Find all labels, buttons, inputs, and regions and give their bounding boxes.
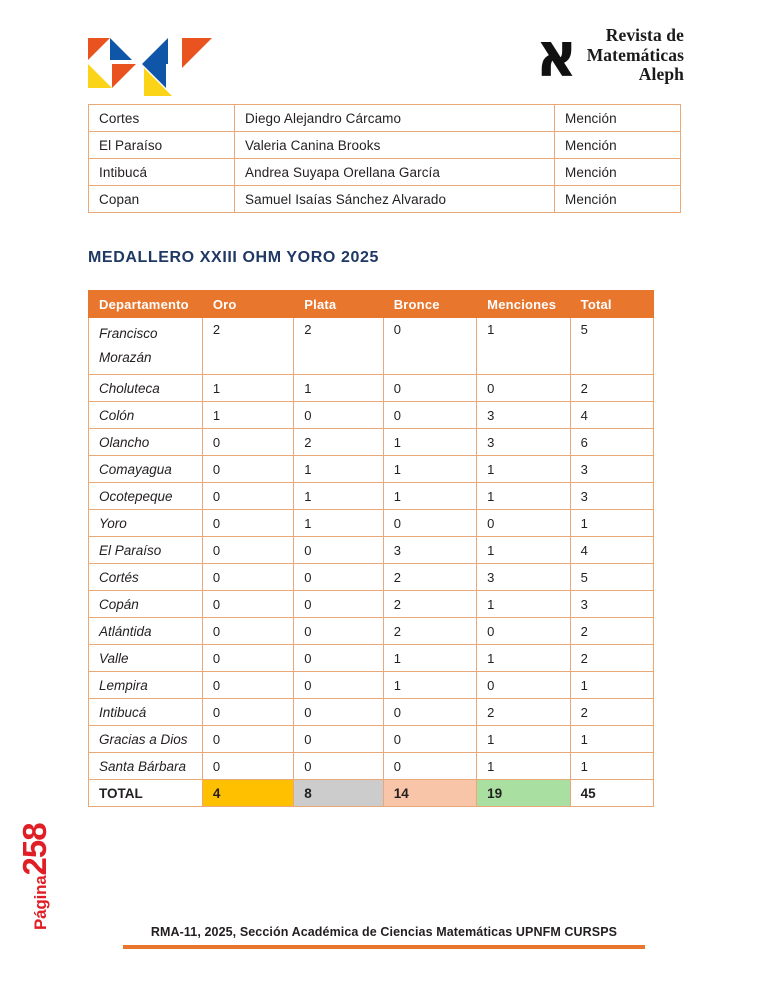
column-header: Plata	[294, 291, 383, 318]
cell-bronce: 1	[383, 483, 476, 510]
cell-departamento: Francisco Morazán	[89, 318, 203, 375]
cell-departamento: Comayagua	[89, 456, 203, 483]
table-row	[89, 618, 654, 645]
cell-total: 2	[570, 375, 653, 402]
cell-total-oro: 4	[202, 780, 293, 807]
cell-menciones: 1	[477, 645, 570, 672]
table-row	[89, 375, 654, 402]
cell-oro: 0	[202, 564, 293, 591]
cell-menciones: 3	[477, 402, 570, 429]
cell-plata: 0	[294, 402, 383, 429]
journal-title	[587, 26, 684, 85]
cell-total: 5	[570, 564, 653, 591]
cell-menciones: 1	[477, 726, 570, 753]
cell-menciones: 2	[477, 699, 570, 726]
cell-bronce: 1	[383, 645, 476, 672]
column-header: Bronce	[383, 291, 476, 318]
table-row	[89, 159, 681, 186]
cell-plata: 1	[294, 375, 383, 402]
cell-total: 1	[570, 510, 653, 537]
aleph-icon: א	[535, 18, 577, 92]
cell-plata: 2	[294, 429, 383, 456]
cell-plata: 0	[294, 672, 383, 699]
cell-oro: 0	[202, 726, 293, 753]
cell-bronce: 3	[383, 537, 476, 564]
cell-bronce: 0	[383, 726, 476, 753]
cell-oro: 0	[202, 429, 293, 456]
footer-citation: RMA-11, 2025, Sección Académica de Ciencias Matemáticas UPNFM CURSPS	[150, 925, 618, 939]
cell-total-menciones: 19	[477, 780, 570, 807]
mention-departamento: Copan	[89, 186, 235, 213]
journal-logo	[534, 18, 684, 92]
table-row	[89, 753, 654, 780]
cell-plata: 1	[294, 483, 383, 510]
cell-menciones: 0	[477, 510, 570, 537]
cell-total: 1	[570, 753, 653, 780]
table-header-row	[89, 291, 654, 318]
mention-premio: Mención	[555, 132, 681, 159]
cell-oro: 0	[202, 753, 293, 780]
table-row	[89, 591, 654, 618]
cell-departamento: Gracias a Dios	[89, 726, 203, 753]
cell-plata: 0	[294, 618, 383, 645]
column-header: Oro	[202, 291, 293, 318]
cell-bronce: 0	[383, 375, 476, 402]
cell-total: 6	[570, 429, 653, 456]
mention-premio: Mención	[555, 105, 681, 132]
cell-total: 1	[570, 672, 653, 699]
cell-departamento: Valle	[89, 645, 203, 672]
journal-title-line3: Aleph	[638, 64, 684, 84]
footer-divider	[123, 945, 645, 949]
table-row	[89, 132, 681, 159]
cell-bronce: 0	[383, 318, 476, 375]
cell-total: 5	[570, 318, 653, 375]
cell-plata: 1	[294, 456, 383, 483]
cell-oro: 1	[202, 375, 293, 402]
cell-plata: 2	[294, 318, 383, 375]
cell-plata: 0	[294, 753, 383, 780]
logo-triangle-yellow-1	[88, 64, 112, 88]
logo-triangle-yellow-2	[144, 68, 172, 96]
medallero-table	[88, 290, 654, 807]
cell-bronce: 1	[383, 429, 476, 456]
cell-menciones: 1	[477, 318, 570, 375]
cell-plata: 0	[294, 699, 383, 726]
table-row	[89, 402, 654, 429]
page-footer	[0, 925, 768, 949]
mention-departamento: Cortes	[89, 105, 235, 132]
table-row	[89, 564, 654, 591]
cell-oro: 0	[202, 456, 293, 483]
cell-total: 2	[570, 645, 653, 672]
logo-triangle-orange-1	[88, 38, 110, 60]
cell-total-bronce: 14	[383, 780, 476, 807]
journal-title-line1: Revista de	[605, 25, 684, 45]
cell-oro: 0	[202, 645, 293, 672]
table-row	[89, 510, 654, 537]
total-row	[89, 780, 654, 807]
cell-departamento: Intibucá	[89, 699, 203, 726]
cell-oro: 0	[202, 672, 293, 699]
page-number-label: Página	[31, 875, 50, 930]
cell-oro: 0	[202, 510, 293, 537]
page-header	[0, 0, 768, 100]
cell-total: 3	[570, 591, 653, 618]
logo-triangle-blue-1	[110, 38, 132, 60]
cell-plata: 0	[294, 564, 383, 591]
table-row	[89, 456, 654, 483]
cell-total: 3	[570, 456, 653, 483]
mention-nombre: Diego Alejandro Cárcamo	[235, 105, 555, 132]
column-header: Menciones	[477, 291, 570, 318]
cell-menciones: 0	[477, 618, 570, 645]
cell-total: 2	[570, 699, 653, 726]
cell-departamento: Choluteca	[89, 375, 203, 402]
mention-departamento: Intibucá	[89, 159, 235, 186]
cell-total: 2	[570, 618, 653, 645]
mention-premio: Mención	[555, 186, 681, 213]
table-row	[89, 645, 654, 672]
table-row	[89, 429, 654, 456]
cell-departamento: Atlántida	[89, 618, 203, 645]
mention-premio: Mención	[555, 159, 681, 186]
mention-departamento: El Paraíso	[89, 132, 235, 159]
logo-triangle-orange-2	[112, 64, 136, 88]
logo-triangle-orange-3	[182, 38, 212, 68]
cell-departamento: Lempira	[89, 672, 203, 699]
cell-menciones: 1	[477, 537, 570, 564]
mention-nombre: Valeria Canina Brooks	[235, 132, 555, 159]
table-row	[89, 105, 681, 132]
cell-bronce: 0	[383, 753, 476, 780]
table-row	[89, 537, 654, 564]
cell-departamento: Cortés	[89, 564, 203, 591]
column-header: Departamento	[89, 291, 203, 318]
cell-departamento: Olancho	[89, 429, 203, 456]
cell-departamento: Copán	[89, 591, 203, 618]
cell-menciones: 1	[477, 483, 570, 510]
mention-nombre: Samuel Isaías Sánchez Alvarado	[235, 186, 555, 213]
table-row	[89, 726, 654, 753]
cell-bronce: 2	[383, 618, 476, 645]
cell-total: 4	[570, 537, 653, 564]
table-row	[89, 672, 654, 699]
cell-bronce: 1	[383, 456, 476, 483]
cell-menciones: 3	[477, 429, 570, 456]
cell-bronce: 0	[383, 402, 476, 429]
cell-total-plata: 8	[294, 780, 383, 807]
cell-plata: 1	[294, 510, 383, 537]
cell-bronce: 1	[383, 672, 476, 699]
cell-total: 4	[570, 402, 653, 429]
cell-menciones: 1	[477, 753, 570, 780]
cell-total-label: TOTAL	[89, 780, 203, 807]
table-row	[89, 318, 654, 375]
cell-departamento: Santa Bárbara	[89, 753, 203, 780]
cell-oro: 0	[202, 483, 293, 510]
column-header: Total	[570, 291, 653, 318]
logo-triangle-blue-2	[142, 38, 168, 64]
mention-nombre: Andrea Suyapa Orellana García	[235, 159, 555, 186]
cell-menciones: 1	[477, 456, 570, 483]
page-number-sidebar	[18, 760, 78, 930]
cell-total: 1	[570, 726, 653, 753]
table-row	[89, 483, 654, 510]
cell-total-total: 45	[570, 780, 653, 807]
cell-plata: 0	[294, 537, 383, 564]
cell-oro: 0	[202, 699, 293, 726]
cell-oro: 2	[202, 318, 293, 375]
cell-departamento: Ocotepeque	[89, 483, 203, 510]
cell-menciones: 1	[477, 591, 570, 618]
cell-oro: 0	[202, 537, 293, 564]
cell-departamento: El Paraíso	[89, 537, 203, 564]
cell-total: 3	[570, 483, 653, 510]
cell-plata: 0	[294, 645, 383, 672]
cell-oro: 0	[202, 618, 293, 645]
page-title: MEDALLERO XXIII OHM YORO 2025	[88, 249, 379, 266]
page-number-value: 258	[16, 823, 53, 876]
cell-oro: 1	[202, 402, 293, 429]
cell-departamento: Colón	[89, 402, 203, 429]
cell-plata: 0	[294, 726, 383, 753]
cell-plata: 0	[294, 591, 383, 618]
cell-departamento: Yoro	[89, 510, 203, 537]
table-row	[89, 186, 681, 213]
cell-menciones: 0	[477, 672, 570, 699]
cell-bronce: 0	[383, 510, 476, 537]
mentions-table	[88, 104, 681, 213]
journal-title-line2: Matemáticas	[586, 44, 684, 65]
ohm-pinwheel-logo	[88, 28, 214, 100]
cell-menciones: 0	[477, 375, 570, 402]
table-row	[89, 699, 654, 726]
cell-bronce: 0	[383, 699, 476, 726]
cell-bronce: 2	[383, 564, 476, 591]
cell-bronce: 2	[383, 591, 476, 618]
cell-oro: 0	[202, 591, 293, 618]
cell-menciones: 3	[477, 564, 570, 591]
